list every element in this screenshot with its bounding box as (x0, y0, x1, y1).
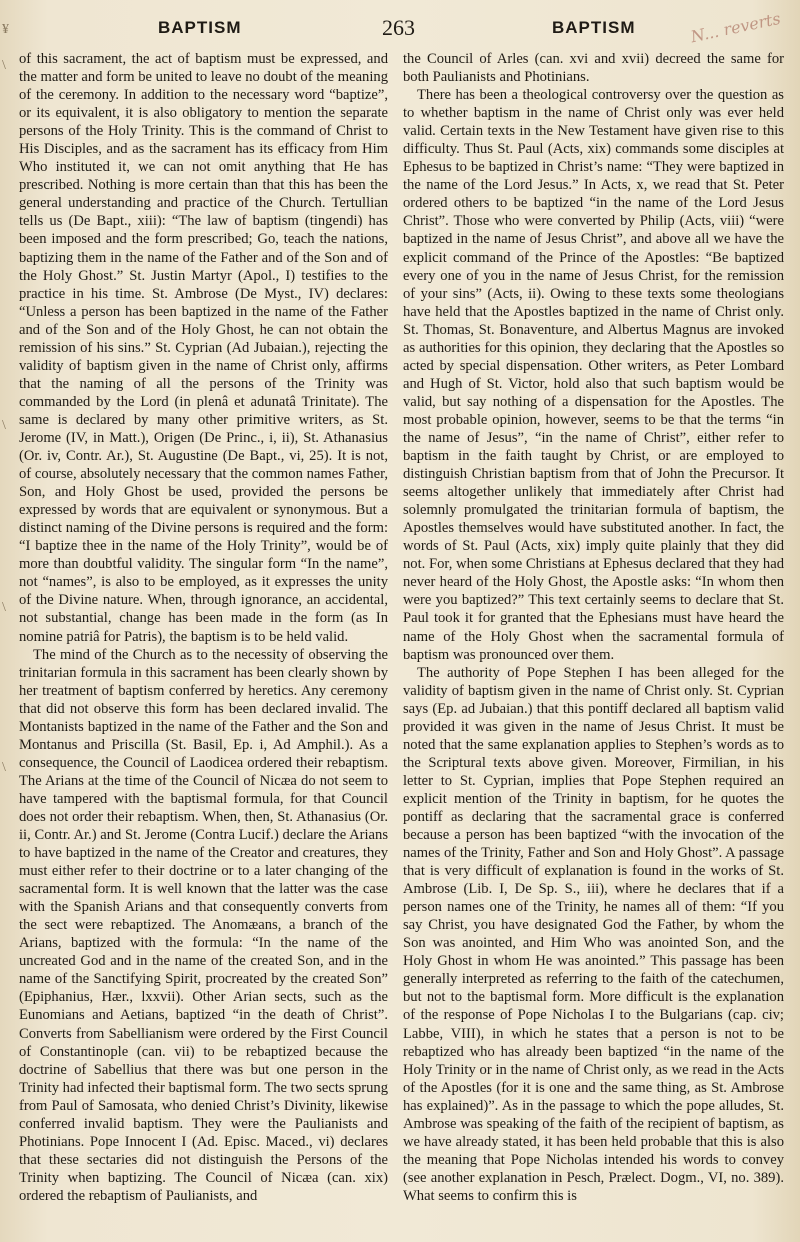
pencil-annotation: N... reverts (689, 8, 783, 47)
running-head (0, 8, 800, 47)
left-paragraph-1: of this sacrament, the act of baptism must be expressed, and the matter and form be united to leave no doubt of the meaning of the ceremony. In addition to the necessary word “baptize”, or its equivalent, it is also obligatory to mention the separate persons of the Holy Trinity. This is the command of Christ to His Disciples, and as the sacrament has its efficacy from Him Who instituted it, we can not omit anything that He has prescribed. Nothing is more certain than that this has been the general understanding and practice of the Church. Tertullian tells us (De Bapt., xiii): “The law of baptism (tingendi) has been imposed and the form prescribed; Go, teach the nations, baptizing them in the name of the Father and of the Son and of the Holy Ghost.” St. Justin Martyr (Apol., I) testifies to the practice in his time. St. Ambrose (De Myst., IV) declares: “Unless a person has been baptized in the name of the Father and of the Son and of the Holy Ghost, he can not obtain the remission of his sins.” St. Cyprian (Ad Jubaian.), rejecting the validity of baptism given in the name of Christ only, affirms that the naming of all the persons of the Trinity was commanded by the Lord (in plenâ et adunatâ Trinitate). The same is declared by many other primitive writers, as St. Jerome (IV, in Matt.), Origen (De Princ., i, ii), St. Athanasius (Or. iv, Contr. Ar.), St. Augustine (De Bapt., vi, 25). It is not, of course, absolutely necessary that the common names Father, Son, and Holy Ghost be used, provided the persons be expressed by words that are equivalent or synonymous. But a distinct naming of the Divine persons is required and the form: “I baptize thee in the name of the Holy Trinity”, would be of more than doubtful validity. The singular form “In the name”, not “names”, is also to be employed, as it expresses the unity of the Divine nature. When, through ignorance, an accidental, not substantial, change has been made in the form (as In nomine patriâ for Patris), the baptism is to be held valid. (19, 51, 388, 645)
right-paragraph-1: the Council of Arles (can. xvi and xvii) decreed the same for both Paulianists and Photinians. (403, 51, 784, 86)
right-column (403, 50, 784, 1205)
right-paragraph-3: The authority of Pope Stephen I has been alleged for the validity of baptism given in the name of Christ only. St. Cyprian says (Ep. ad Jubaian.) that this pontiff declared all baptism valid provided it was given in the name of Jesus Christ. It must be noted that the same explanation applies to Stephen’s words as to the Scriptural texts above given. Moreover, Firmilian, in his letter to St. Cyprian, implies that Pope Stephen required an explicit mention of the Trinity in baptism, for he quotes the pontiff as declaring that the sacramental grace is conferred because a person has been baptized “with the invocation of the names of the Trinity, Father and Son and Holy Ghost”. A passage that is very difficult of explanation is found in the works of St. Ambrose (Lib. I, De Sp. S., iii), where he declares that if a person names one of the Trinity, he names all of them: “If you say Christ, you have designated God the Father, by whom the Son was anointed, and Him Who was anointed Son, and the Holy Ghost in whom He was anointed.” This passage has been generally interpreted as referring to the faith of the catechumen, but not to the baptismal form. More difficult is the explanation of the response of Pope Nicholas I to the Bulgarians (cap. civ; Labbe, VIII), in which he states that a person is not to be rebaptized who has already been baptized “in the name of the Holy Trinity or in the name of Christ only, as we read in the Acts of the Apostles (for it is one and the same thing, as St. Ambrose has explained)”. As in the passage to which the pope alludes, St. Ambrose was speaking of the faith of the recipient of baptism, as we have already stated, it has been held probable that this is also the meaning that Pope Nicholas intended his words to convey (see another explanation in Pesch, Prælect. Dogm., VI, no. 389). What seems to confirm this is (403, 664, 784, 1204)
running-head-left: BAPTISM (158, 18, 242, 37)
running-head-right: BAPTISM (552, 18, 636, 37)
margin-marks: ¥ \ \ \ \ (2, 22, 9, 775)
right-paragraph-2: There has been a theological controversy over the question as to whether baptism in the name of Christ only was ever held valid. Certain texts in the New Testament have given rise to this difficulty. Thus St. Paul (Acts, xix) commands some disciples at Ephesus to be baptized in Christ’s name: “They were baptized in the name of the Lord Jesus.” In Acts, x, we read that St. Peter ordered others to be baptized “in the name of the Lord Jesus Christ”. Those who were converted by Philip (Acts, viii) “were baptized in the name of Jesus Christ”, and above all we have the explicit command of the Prince of the Apostles: “Be baptized every one of you in the name of Jesus Christ, for the remission of your sins” (Acts, ii). Owing to these texts some theologians have held that the Apostles baptized in the name of Christ only. St. Thomas, St. Bonaventure, and Albertus Magnus are invoked as authorities for this opinion, they declaring that the Apostles so acted by special dispensation. Other writers, as Peter Lombard and Hugh of St. Victor, hold also that such baptism would be valid, but say nothing of a dispensation for the Apostles. The most probable opinion, however, seems to be that the terms “in the name of Jesus”, “in the name of Christ”, either refer to baptism in the faith taught by Christ, or are employed to distinguish Christian baptism from that of John the Precursor. It seems altogether unlikely that immediately after Christ had solemnly promulgated the trinitarian formula of baptism, the Apostles themselves would have substituted another. In fact, the words of St. Paul (Acts, xix) imply quite plainly that they did not. For, when some Christians at Ephesus declared that they had never heard of the Holy Ghost, the Apostle asks: “In whom then were you baptized?” This text certainly seems to declare that St. Paul took it for granted that the Ephesians must have heard the name of the Holy Ghost when the sacramental formula of baptism was pronounced over them. (403, 87, 784, 663)
left-paragraph-2: The mind of the Church as to the necessity of observing the trinitarian formula in this sacrament has been clearly shown by her treatment of baptism conferred by heretics. Any ceremony that did not observe this form has been declared invalid. The Montanists baptized in the name of the Father and the Son and Montanus and Priscilla (St. Basil, Ep. i, Ad Amphil.). As a consequence, the Council of Laodicea ordered their rebaptism. The Arians at the time of the Council of Nicæa do not seem to have tampered with the baptismal formula, for that Council does not order their rebaptism. When, then, St. Athanasius (Or. ii, Contr. Ar.) and St. Jerome (Contra Lucif.) declare the Arians to have baptized in the name of the Creator and creatures, they must either refer to their doctrine or to a later changing of the sacramental form. It is well known that the latter was the case with the Spanish Arians and that consequently converts from the sect were rebaptized. The Anomæans, a branch of the Arians, baptized with the formula: “In the name of the uncreated God and in the name of the created Son, and in the name of the Sanctifying Spirit, procreated by the created Son” (Epiphanius, Hær., lxxvii). Other Arian sects, such as the Eunomians and Aetians, baptized “in the death of Christ”. Converts from Sabellianism were ordered by the First Council of Constantinople (can. vii) to be rebaptized because the doctrine of Sabellius that there was but one person in the Trinity had infected their baptismal form. The two sects sprung from Paul of Samosata, who denied Christ’s Divinity, likewise conferred invalid baptism. They were the Paulianists and Photinians. Pope Innocent I (Ad. Episc. Maced., vi) declares that these sectaries did not distinguish the Persons of the Trinity when baptizing. The Council of Nicæa (can. xix) ordered the rebaptism of Paulianists, and (19, 646, 388, 1204)
left-column (19, 50, 388, 1205)
page-number: 263 (382, 15, 415, 40)
